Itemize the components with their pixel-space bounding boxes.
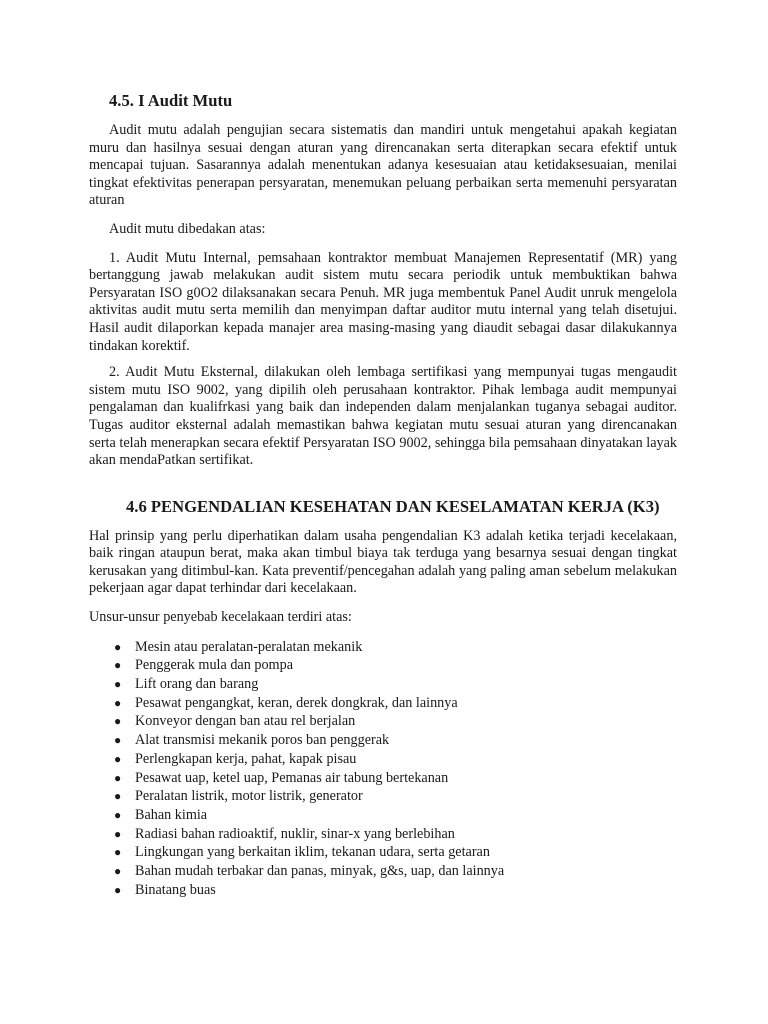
paragraph-external-audit: 2. Audit Mutu Eksternal, dilakukan oleh lembaga sertifikasi yang mempunyai tugas mengaudit sistem mutu ISO 9002, yang dipilih oleh perusahaan kontraktor. Pihak lembaga audit mempunyai pengalaman dan kualifrkasi yang baik dan independen dalam menjalankan tuganya sebagai auditor. Tugas auditor eksternal adalah memastikan bahwa kegiatan mutu sesuai aturan yang direncanakan serta telah menerapkan secara efektif Persyaratan ISO 9002, sehingga bila pemsahaan dinyatakan layak akan mendaPatkan sertifikat. bbox=[89, 364, 677, 469]
bullet-icon: ● bbox=[114, 733, 122, 748]
list-item: ● Alat transmisi mekanik poros ban penggerak bbox=[114, 732, 390, 749]
bullet-icon: ● bbox=[114, 770, 122, 785]
list-item: ● Bahan kimia bbox=[114, 806, 208, 823]
paragraph-audit-definition: Audit mutu adalah pengujian secara sistematis dan mandiri untuk mengetahui apakah kegiatan muru dan hasilnya sesuai dengan aturan yang direncanakan serta diterapkan secara efektif untuk mencapai tujuan. Sasarannya adalah menentukan adanya kesesuaian atau ketidaksesuaian, menilai tingkat efektivitas penerapan persyaratan, menemukan peluang perbaikan serta memenuhi persyaratan aturan bbox=[89, 122, 677, 209]
bullet-icon: ● bbox=[114, 695, 122, 710]
list-item: ● Perlengkapan kerja, pahat, kapak pisau bbox=[114, 750, 357, 767]
section-heading-audit-mutu: 4.5. I Audit Mutu bbox=[109, 91, 233, 110]
accident-causes-list bbox=[89, 638, 677, 900]
list-item: ● Bahan mudah terbakar dan panas, minyak, g&s, uap, dan lainnya bbox=[114, 863, 505, 880]
bullet-icon: ● bbox=[114, 826, 122, 841]
list-item: ● Mesin atau peralatan-peralatan mekanik bbox=[114, 638, 363, 655]
list-item: ● Radiasi bahan radioaktif, nuklir, sinar-x yang berlebihan bbox=[114, 825, 455, 842]
bullet-icon: ● bbox=[114, 845, 122, 860]
bullet-icon: ● bbox=[114, 807, 122, 822]
list-item: ● Penggerak mula dan pompa bbox=[114, 657, 293, 674]
paragraph-internal-audit: 1. Audit Mutu Internal, pemsahaan kontraktor membuat Manajemen Representatif (MR) yang bertanggung jawab melakukan audit sistem mutu secara periodik untuk membuktikan bahwa Persyaratan ISO g0O2 dilaksanakan secara Penuh. MR juga membentuk Panel Audit unruk mengelola aktivitas audit mutu serta memilih dan menyimpan daftar auditor mutu internal yang telah disetujui. Hasil audit dilaporkan kepada manajer area masing-masing yang diaudit sebagai dasar dilakukannya tindakan korektif. bbox=[89, 249, 677, 354]
bullet-icon: ● bbox=[114, 639, 122, 654]
bullet-icon: ● bbox=[114, 789, 122, 804]
section-heading-k3: 4.6 PENGENDALIAN KESEHATAN DAN KESELAMATAN KERJA (K3) bbox=[126, 496, 660, 516]
paragraph-audit-types-intro: Audit mutu dibedakan atas: bbox=[109, 220, 266, 237]
bullet-icon: ● bbox=[114, 751, 122, 766]
bullet-icon: ● bbox=[114, 658, 122, 673]
list-item: ● Pesawat uap, ketel uap, Pemanas air tabung bertekanan bbox=[114, 769, 449, 786]
paragraph-causes-intro: Unsur-unsur penyebab kecelakaan terdiri atas: bbox=[89, 609, 352, 626]
document-page bbox=[89, 92, 677, 900]
list-item: ● Binatang buas bbox=[114, 881, 216, 898]
list-item: ● Peralatan listrik, motor listrik, generator bbox=[114, 788, 363, 805]
list-item: ● Konveyor dengan ban atau rel berjalan bbox=[114, 713, 356, 730]
paragraph-k3-principle: Hal prinsip yang perlu diperhatikan dalam usaha pengendalian K3 adalah ketika terjadi kecelakaan, baik ringan ataupun berat, maka akan timbul biaya tak terduga yang besarnya sesuai dengan tingkat kerusakan yang ditimbul-kan. Kata preventif/pencegahan adalah yang paling aman sebelum melakukan pekerjaan agar dapat terhindar dari kecelakaan. bbox=[89, 527, 677, 597]
bullet-icon: ● bbox=[114, 864, 122, 879]
bullet-icon: ● bbox=[114, 677, 122, 692]
bullet-icon: ● bbox=[114, 882, 122, 897]
list-item: ● Lingkungan yang berkaitan iklim, tekanan udara, serta getaran bbox=[114, 844, 490, 861]
list-item: ● Pesawat pengangkat, keran, derek dongkrak, dan lainnya bbox=[114, 694, 458, 711]
list-item: ● Lift orang dan barang bbox=[114, 676, 259, 693]
bullet-icon: ● bbox=[114, 714, 122, 729]
